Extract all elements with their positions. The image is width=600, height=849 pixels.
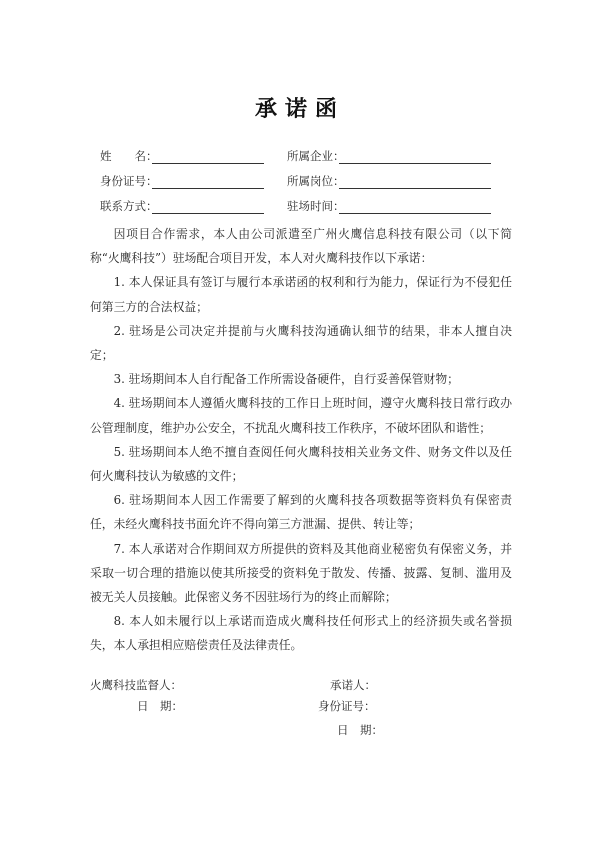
commitment-body — [90, 222, 512, 658]
commitment-item: 4. 驻场期间本人遵循火鹰科技的工作日上班时间，遵守火鹰科技日常行政办公管理制度，维护办公安全，不扰乱火鹰科技工作秩序，不破坏团队和谐性； — [90, 396, 512, 435]
intro-paragraph: 因项目合作需求，本人由公司派遣至广州火鹰信息科技有限公司（以下简称“火鹰科技”）驻场配合项目开发，本人对火鹰科技作以下承诺： — [90, 227, 512, 266]
field-id-no — [100, 173, 264, 189]
commitment-item: 7. 本人承诺对合作期间双方所提供的资料及其他商业秘密负有保密义务，并采取一切合理的措施以使其所接受的资料免于散发、传播、披露、复制、滥用及被无关人员接触。此保密义务不因驻场行为的终止而解除； — [90, 541, 512, 605]
field-label: 联系方式： — [100, 199, 158, 213]
supervisor-date-label: 日 期： — [137, 699, 183, 713]
field-company — [287, 148, 491, 164]
onsite-time-blank[interactable] — [339, 201, 491, 214]
field-label: 姓 名： — [100, 149, 158, 163]
promisor-id-label: 身份证号： — [318, 699, 376, 713]
supervisor-label: 火鹰科技监督人： — [90, 678, 182, 692]
field-contact — [100, 198, 264, 214]
commitment-item: 6. 驻场期间本人因工作需要了解到的火鹰科技各项数据等资料负有保密责任，未经火鹰科技书面允许不得向第三方泄漏、提供、转让等； — [90, 493, 512, 532]
commitment-item: 5. 驻场期间本人绝不擅自查阅任何火鹰科技相关业务文件、财务文件以及任何火鹰科技认为敏感的文件； — [90, 444, 512, 484]
promisor-label: 承诺人： — [330, 678, 376, 692]
field-label: 所属岗位： — [287, 174, 345, 188]
commitment-item: 3. 驻场期间本人自行配备工作所需设备硬件，自行妥善保管财物； — [113, 372, 459, 387]
commitment-item: 2. 驻场是公司决定并提前与火鹰科技沟通确认细节的结果，非本人擅自决定； — [90, 323, 512, 363]
field-name — [100, 148, 264, 164]
promisor-date-label: 日 期： — [337, 723, 383, 737]
document-title: 承诺函 — [254, 96, 345, 122]
company-blank[interactable] — [339, 151, 491, 164]
name-blank[interactable] — [152, 151, 264, 164]
field-position — [287, 173, 491, 189]
commitment-item: 8. 本人如未履行以上承诺而造成火鹰科技任何形式上的经济损失或名誉损失，本人承担相应赔偿责任及法律责任。 — [90, 614, 512, 653]
field-label: 身份证号： — [100, 174, 158, 188]
position-blank[interactable] — [339, 176, 491, 189]
commitment-item: 1. 本人保证具有签订与履行本承诺函的权利和行为能力，保证行为不侵犯任何第三方的合法权益； — [90, 275, 512, 314]
field-label: 所属企业： — [287, 149, 345, 163]
field-label: 驻场时间： — [287, 199, 345, 213]
field-onsite-time — [287, 198, 491, 214]
id-no-blank[interactable] — [152, 176, 264, 189]
contact-blank[interactable] — [152, 201, 264, 214]
